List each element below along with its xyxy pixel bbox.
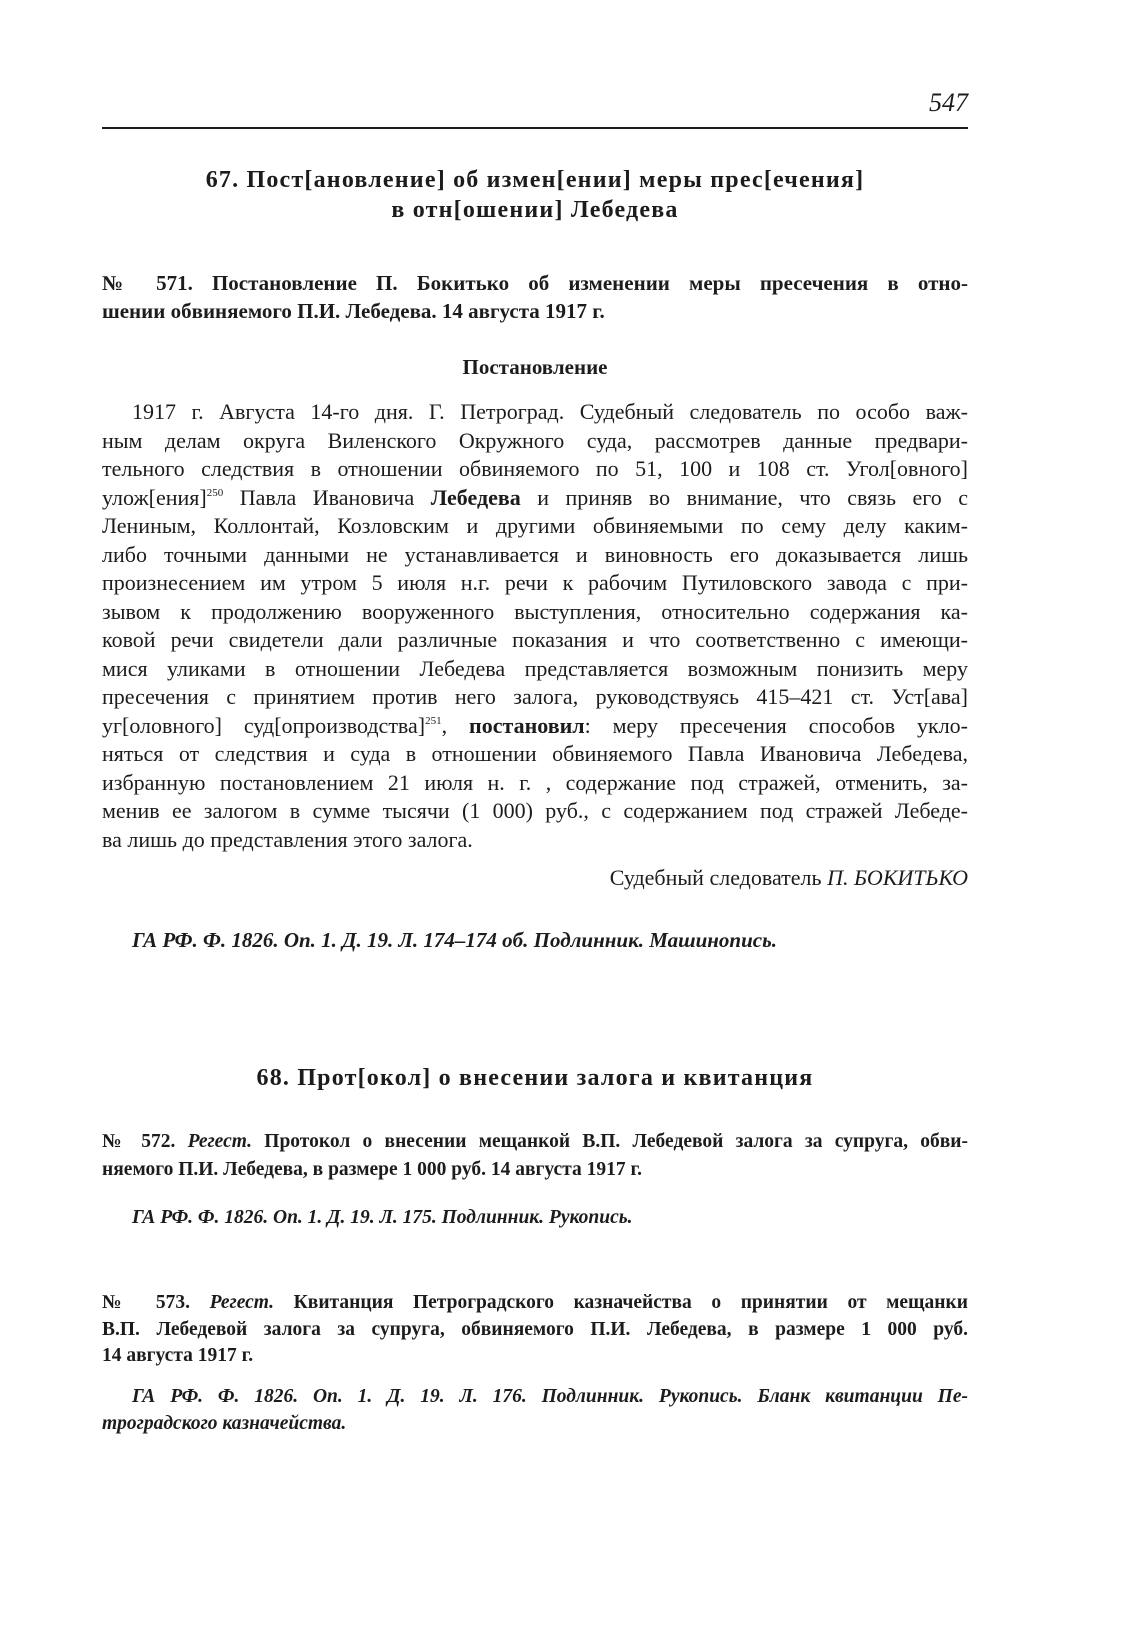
footnote-ref: 251 xyxy=(425,714,442,727)
text-segment: ГА РФ. Ф. 1826. Оп. 1. Д. 19. Л. 176. Подлинник. Рукопись. Бланк квитанции Пе- xyxy=(132,1386,968,1407)
text-segment: пресечения с принятием против него залога, руководствуясь 415–421 ст. Уст[ава] xyxy=(102,684,968,710)
document-body xyxy=(102,398,968,855)
text-line xyxy=(102,427,968,456)
text-segment: либо точными данными не устанавливается и виновность его доказывается лишь xyxy=(102,541,968,567)
text-segment: Протокол о внесении мещанкой В.П. Лебедевой залога за супруга, обви- xyxy=(252,1131,968,1152)
text-line xyxy=(102,712,968,741)
text-line xyxy=(102,1063,968,1093)
text-line xyxy=(102,1383,968,1410)
text-segment: Регест. xyxy=(187,1131,253,1152)
text-segment: постановил xyxy=(469,712,585,738)
document-571-title xyxy=(102,269,968,325)
text-line xyxy=(102,655,968,684)
text-segment: П. БОКИТЬКО xyxy=(827,865,968,890)
page-number: 547 xyxy=(929,88,968,117)
text-segment: ГА РФ. Ф. 1826. Оп. 1. Д. 19. Л. 175. Подлинник. Рукопись. xyxy=(132,1207,633,1228)
text-line xyxy=(102,398,968,427)
text-segment: менив ее залогом в сумме тысячи (1 000) руб., с содержанием под стражей Лебеде- xyxy=(102,798,968,824)
text-line xyxy=(102,512,968,541)
text-segment: 14 августа 1917 г. xyxy=(102,1345,254,1366)
text-segment: произнесением им утром 5 июля н.г. речи к рабочим Путиловского завода с при- xyxy=(102,570,968,596)
text-line xyxy=(102,864,968,892)
text-segment: Павла Ивановича xyxy=(223,484,431,510)
text-line xyxy=(102,541,968,570)
document-subtitle xyxy=(102,353,968,381)
text-segment: 67. Пост[ановление] об измен[ении] меры прес[ечения] xyxy=(205,167,865,193)
text-segment: Постановление xyxy=(462,355,608,379)
archive-reference-572 xyxy=(102,1204,968,1232)
text-line xyxy=(102,769,968,798)
text-segment: няемого П.И. Лебедева, в размере 1 000 руб. 14 августа 1917 г. xyxy=(102,1159,643,1180)
text-segment: : меру пресечения способов укло- xyxy=(584,712,969,738)
text-line xyxy=(102,455,968,484)
text-line xyxy=(102,826,968,855)
text-segment: улож[ения] xyxy=(102,484,207,510)
text-segment: ковой речи свидетели дали различные показания и что соответственно с имеющи- xyxy=(102,627,968,653)
text-segment: зывом к продолжению вооруженного выступления, относительно содержания ка- xyxy=(102,598,968,624)
text-line xyxy=(102,1343,968,1370)
text-line xyxy=(102,353,968,381)
document-573-regest xyxy=(102,1290,968,1370)
text-line xyxy=(102,1290,968,1317)
text-segment: Лениным, Коллонтай, Козловским и другими обвиняемыми по сему делу каким- xyxy=(102,513,968,539)
text-line xyxy=(102,569,968,598)
text-line xyxy=(102,1128,968,1156)
archive-reference-573 xyxy=(102,1383,968,1437)
signature xyxy=(102,864,968,892)
text-segment: избранную постановлением 21 июля н. г. , содержание под стражей, отменить, за- xyxy=(102,769,968,795)
text-segment: ГА РФ. Ф. 1826. Оп. 1. Д. 19. Л. 174–174 об. Подлинник. Машинопись. xyxy=(132,928,777,952)
text-line xyxy=(102,1204,968,1232)
text-segment: В.П. Лебедевой залога за супруга, обвиняемого П.И. Лебедева, в размере 1 000 руб. xyxy=(102,1318,968,1340)
text-segment: уг[оловного] суд[опроизводства] xyxy=(102,712,426,738)
text-line xyxy=(102,484,968,513)
text-line xyxy=(102,740,968,769)
text-line xyxy=(102,1156,968,1184)
text-line xyxy=(102,683,968,712)
text-segment: тельного следствия в отношении обвиняемого по 51, 100 и 108 ст. Угол[овного] xyxy=(102,456,968,482)
text-segment: № 572. xyxy=(102,1131,188,1152)
text-line xyxy=(102,626,968,655)
text-segment: Судебный следователь xyxy=(609,865,828,890)
text-line xyxy=(102,297,968,325)
text-segment: ным делам округа Виленского Окружного суда, рассмотрев данные предвари- xyxy=(102,427,968,453)
text-line xyxy=(102,269,968,297)
text-segment: Регест. xyxy=(209,1292,275,1313)
text-segment: мися уликами в отношении Лебедева представляется возможным понизить меру xyxy=(102,655,968,681)
document-572-regest xyxy=(102,1128,968,1184)
footnote-ref: 250 xyxy=(206,486,224,499)
text-segment: 68. Прот[окол] о внесении залога и квитанция xyxy=(256,1065,814,1091)
text-segment: и приняв во внимание, что связь его с xyxy=(520,484,969,510)
text-line xyxy=(102,926,968,954)
text-line xyxy=(102,797,968,826)
text-line xyxy=(102,1317,968,1344)
text-segment: шении обвиняемого П.И. Лебедева. 14 августа 1917 г. xyxy=(102,299,605,323)
text-segment: Квитанция Петроградского казначейства о принятии от мещанки xyxy=(274,1292,968,1313)
text-segment: 1917 г. Августа 14-го дня. Г. Петроград. Судебный следователь по особо важ- xyxy=(132,399,968,424)
text-line xyxy=(102,195,968,225)
text-line xyxy=(102,165,968,195)
header-rule xyxy=(102,127,968,129)
section-68-heading xyxy=(102,1063,968,1093)
text-segment: № 573. xyxy=(102,1292,210,1313)
text-segment: , xyxy=(441,712,470,738)
text-segment: ва лишь до представления этого залога. xyxy=(102,826,473,852)
text-line xyxy=(102,598,968,627)
text-segment: в отн[ошении] Лебедева xyxy=(391,197,679,223)
archive-reference-571 xyxy=(102,926,968,954)
section-67-heading xyxy=(102,165,968,225)
text-segment: № 571. Постановление П. Бокитько об изменении меры пресечения в отно- xyxy=(102,271,968,295)
text-segment: няться от следствия и суда в отношении обвиняемого Павла Ивановича Лебедева, xyxy=(102,741,968,767)
text-line xyxy=(102,1410,968,1437)
text-segment: Лебедева xyxy=(430,484,521,510)
text-segment: троградского казначейства. xyxy=(102,1413,347,1434)
